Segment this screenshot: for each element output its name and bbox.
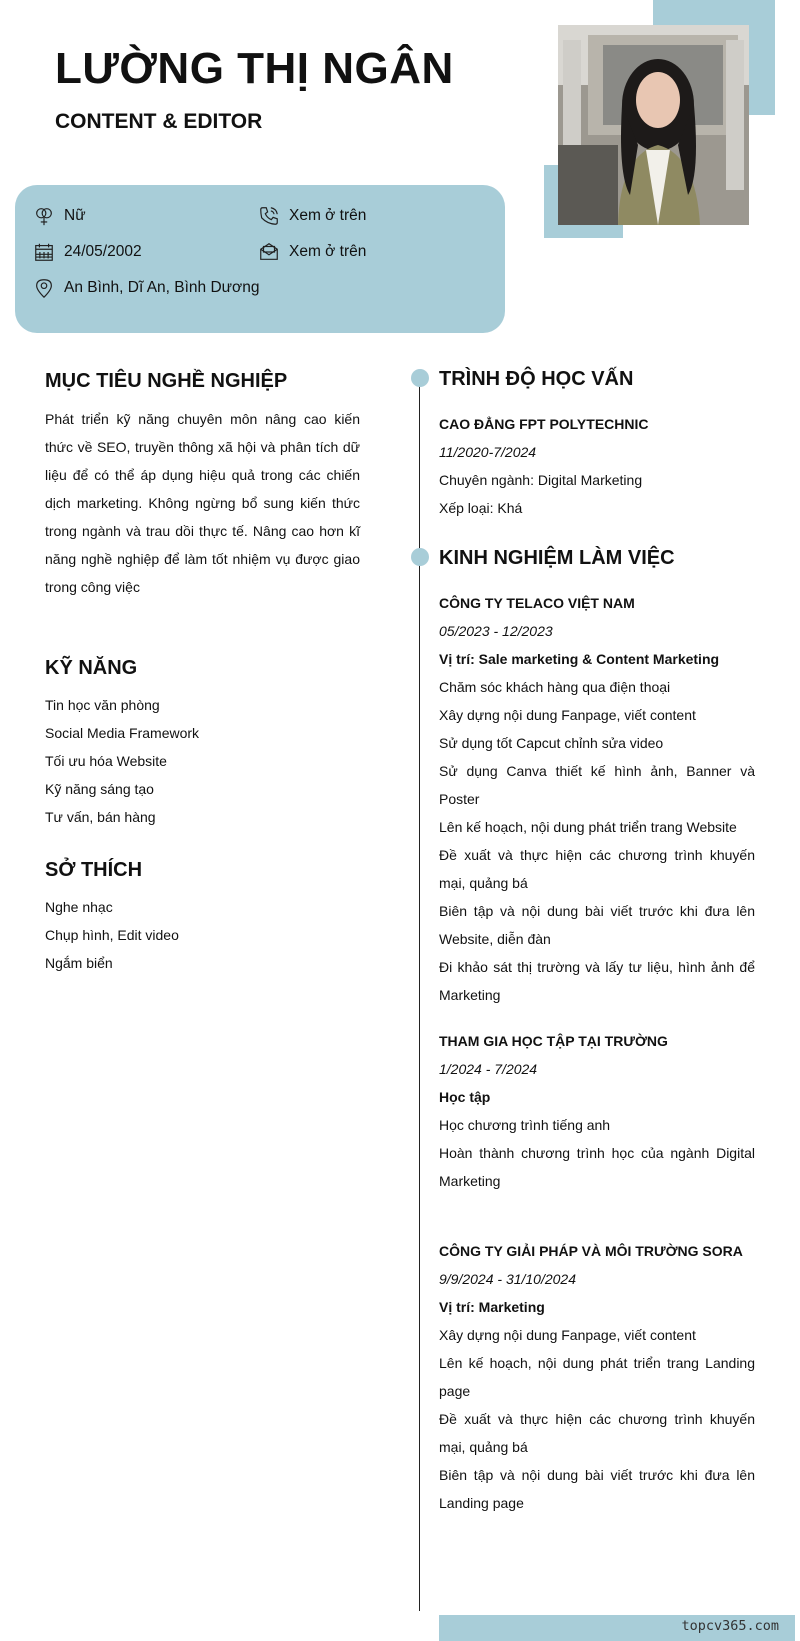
job-duty: Biên tập và nội dung bài viết trước khi đưa lên Website, diễn đàn (439, 903, 755, 947)
birthday-value: 24/05/2002 (64, 243, 142, 260)
skills-list (45, 691, 199, 831)
contact-info-box (15, 185, 505, 333)
phone-value: Xem ở trên (289, 207, 367, 224)
job-title: CONTENT & EDITOR (55, 110, 263, 133)
education-grade: Xếp loại: Khá (439, 500, 523, 516)
hobbies-title: SỞ THÍCH (45, 859, 143, 881)
job-duty: Đề xuất và thực hiện các chương trình khuyến mại, quảng bá (439, 847, 755, 891)
job-duty: Sử dụng tốt Capcut chỉnh sửa video (439, 735, 664, 751)
contact-gender (33, 205, 86, 227)
job-role: Vị trí: Marketing (439, 1299, 545, 1315)
job-period: 05/2023 - 12/2023 (439, 623, 553, 639)
contact-address (33, 277, 259, 299)
list-item: Chụp hình, Edit video (45, 927, 179, 943)
job-period: 1/2024 - 7/2024 (439, 1061, 538, 1077)
job-duty: Xây dựng nội dung Fanpage, viết content (439, 707, 696, 723)
timeline-dot-experience (411, 548, 429, 566)
job-duty: Biên tập và nội dung bài viết trước khi đưa lên Landing page (439, 1467, 755, 1511)
job-period: 9/9/2024 - 31/10/2024 (439, 1271, 577, 1287)
objective-text: Phát triển kỹ năng chuyên môn nâng cao kiến thức về SEO, truyền thông xã hội và phân tích dữ liệu để có thể áp dụng hiệu quả trong các chiến dịch marketing. Không ngừng bổ sung kiến thức trong ngành và trau dồi thực tế. Nâng cao hơn kĩ năng nghề nghiệp để làm tốt nhiệm vụ được giao trong công việc (45, 411, 360, 595)
location-pin-icon (33, 277, 55, 299)
experience-job-3 (439, 1237, 755, 1517)
footer-watermark: topcv365.com (681, 1618, 779, 1634)
gender-value: Nữ (64, 207, 86, 224)
company-name: THAM GIA HỌC TẬP TẠI TRƯỜNG (439, 1033, 668, 1049)
hobbies-list (45, 893, 179, 977)
school-name: CAO ĐẲNG FPT POLYTECHNIC (439, 416, 649, 432)
job-duty: Học chương trình tiếng anh (439, 1117, 611, 1133)
experience-job-1 (439, 589, 755, 1009)
job-duty: Chăm sóc khách hàng qua điện thoại (439, 679, 671, 695)
list-item: Nghe nhạc (45, 899, 113, 915)
calendar-icon (33, 241, 55, 263)
job-duty: Hoàn thành chương trình học của ngành Digital Marketing (439, 1145, 755, 1189)
experience-job-2 (439, 1027, 755, 1195)
experience-title: KINH NGHIỆM LÀM VIỆC (439, 547, 675, 569)
profile-photo (558, 25, 749, 225)
job-duty: Sử dụng Canva thiết kế hình ảnh, Banner và Poster (439, 763, 755, 807)
job-role: Vị trí: Sale marketing & Content Marketing (439, 651, 720, 667)
contact-email (258, 241, 366, 263)
profile-photo-illustration (558, 25, 749, 225)
gender-icon (33, 205, 55, 227)
job-duty: Xây dựng nội dung Fanpage, viết content (439, 1327, 696, 1343)
list-item: Ngắm biển (45, 955, 113, 971)
contact-birthday (33, 241, 142, 263)
timeline-dot-education (411, 369, 429, 387)
mail-icon (258, 241, 280, 263)
education-block (439, 410, 755, 522)
company-name: CÔNG TY TELACO VIỆT NAM (439, 595, 635, 611)
job-role: Học tập (439, 1089, 491, 1105)
list-item: Social Media Framework (45, 725, 200, 741)
list-item: Tin học văn phòng (45, 697, 160, 713)
skills-title: KỸ NĂNG (45, 657, 138, 679)
email-value: Xem ở trên (289, 243, 367, 260)
job-duty: Lên kế hoạch, nội dung phát triển trang Website (439, 819, 737, 835)
list-item: Tư vấn, bán hàng (45, 809, 156, 825)
education-major: Chuyên ngành: Digital Marketing (439, 472, 643, 488)
education-period: 11/2020-7/2024 (439, 444, 537, 460)
education-title: TRÌNH ĐỘ HỌC VẤN (439, 368, 634, 390)
objective-title: MỤC TIÊU NGHỀ NGHIỆP (45, 370, 288, 392)
list-item: Kỹ năng sáng tạo (45, 781, 154, 797)
job-duty: Đi khảo sát thị trường và lấy tư liệu, hình ảnh để Marketing (439, 959, 755, 1003)
contact-phone (258, 205, 366, 227)
footer-bar (439, 1615, 795, 1641)
phone-icon (258, 205, 280, 227)
job-duty: Đề xuất và thực hiện các chương trình khuyến mại, quảng bá (439, 1411, 755, 1455)
job-duty: Lên kế hoạch, nội dung phát triển trang Landing page (439, 1355, 755, 1399)
company-name: CÔNG TY GIẢI PHÁP VÀ MÔI TRƯỜNG SORA (439, 1243, 743, 1259)
list-item: Tối ưu hóa Website (45, 753, 167, 769)
address-value: An Bình, Dĩ An, Bình Dương (64, 279, 260, 296)
candidate-name: LƯỜNG THỊ NGÂN (55, 44, 454, 93)
